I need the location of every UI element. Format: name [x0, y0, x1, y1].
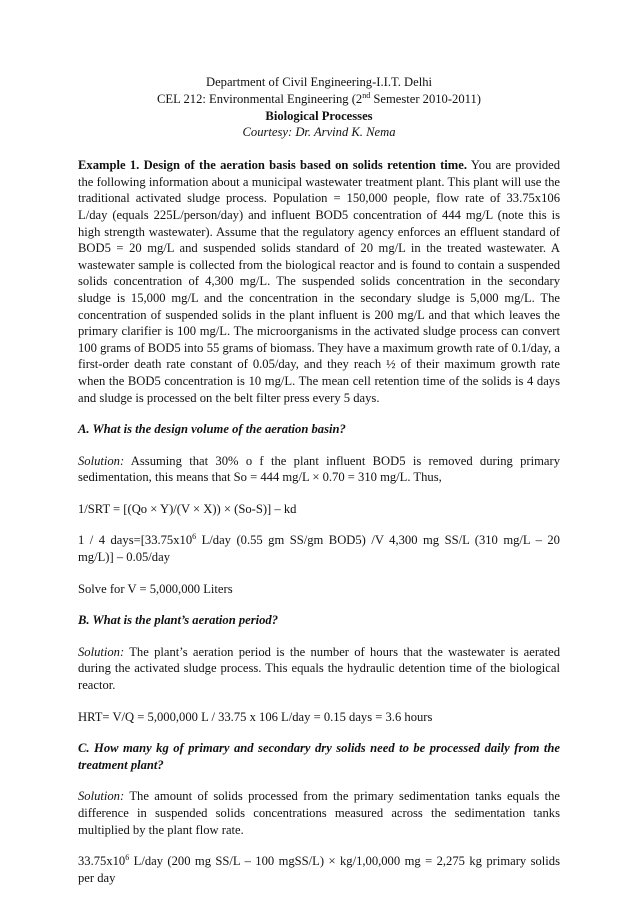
courtesy-line: Courtesy: Dr. Arvind K. Nema	[242, 125, 396, 140]
calculation-c	[78, 853, 560, 886]
calculation-c-exponent: 6	[125, 853, 130, 863]
solution-a	[78, 453, 560, 486]
question-c: C. How many kg of primary and secondary dry solids need to be processed daily from the treatment plant?	[78, 741, 560, 772]
solution-a-text: Assuming that 30% o f the plant influent BOD5 is removed during primary sedimentation, this means that So = 444 mg/L × 0.70 = 310 mg/L. Thus,	[78, 453, 560, 485]
result-a: Solve for V = 5,000,000 Liters	[78, 581, 233, 596]
question-a: A. What is the design volume of the aeration basin?	[78, 422, 346, 437]
solution-b	[78, 644, 560, 694]
equation-b: HRT= V/Q = 5,000,000 L / 33.75 x 106 L/day = 0.15 days = 3.6 hours	[78, 709, 433, 724]
solution-b-text: The plant’s aeration period is the number of hours that the wastewater is aerated during the activated sludge process. This equals the hydraulic detention time of the biological reactor.	[78, 644, 560, 693]
solution-a-label: Solution:	[78, 453, 125, 468]
solution-c-label: Solution:	[78, 789, 125, 804]
document-page	[78, 74, 560, 886]
example-body: You are provided the following information about a municipal wastewater treatment plant. This plant will use the traditional activated sludge process. Population = 150,000 people, flow rate of 33.75x106 L/day (equals 225L/person/day) and influent BOD5 concentration of 444 mg/L (note this is high strength wastewater). Assume that the regulatory agency enforces an effluent standard of BOD5 = 20 mg/L and suspended solids standard of 20 mg/L in the treated wastewater. A wastewater sample is collected from the biological reactor and is found to contain a suspended solids concentration of 4,300 mg/L. The suspended solids concentration in the secondary sludge is 15,000 mg/L and the concentration in the secondary sludge is 5,000 mg/L. The concentration of suspended solids in the plant influent is 200 mg/L and that which leaves the primary clarifier is 100 mg/L. The microorganisms in the activated sludge process can convert 100 grams of BOD5 into 55 grams of biomass. They have a maximum growth rate of 0.1/day, a first-order death rate constant of 0.05/day, and they reach ½ of their maximum growth rate when the BOD5 concentration is 10 mg/L. The mean cell retention time of the solids is 4 days and sludge is processed on the belt filter press every 5 days.	[78, 158, 561, 405]
solution-c	[78, 788, 560, 838]
calculation-a-post: L/day (0.55 gm SS/gm BOD5) /V 4,300 mg SS/L (310 mg/L – 20 mg/L)] – 0.05/day	[78, 533, 560, 565]
course-line-pre: CEL 212: Environmental Engineering (2	[157, 91, 363, 106]
calculation-a-exponent: 6	[192, 532, 197, 542]
department-line: Department of Civil Engineering-I.I.T. Delhi	[205, 75, 433, 89]
calculation-a-pre: 1 / 4 days=[33.75x10	[78, 533, 193, 548]
solution-c-text: The amount of solids processed from the primary sedimentation tanks equals the difference in suspended solids concentrations measured across the sedimentation tanks multiplied by the plant flow rate.	[78, 789, 560, 837]
course-line-post: Semester 2010-2011)	[370, 91, 481, 106]
calculation-c-pre: 33.75x10	[78, 854, 126, 869]
example-title: Example 1. Design of the aeration basis based on solids retention time.	[78, 158, 468, 173]
equation-a: 1/SRT = [(Qo × Y)/(V × X)) × (So-S)] – kd	[78, 501, 297, 516]
document-title: Biological Processes	[265, 108, 373, 123]
question-b: B. What is the plant’s aeration period?	[78, 613, 279, 628]
solution-b-label: Solution:	[78, 644, 125, 659]
document-header	[78, 74, 560, 141]
course-line	[78, 91, 560, 108]
calculation-a	[78, 532, 560, 565]
calculation-c-post: L/day (200 mg SS/L – 100 mgSS/L) × kg/1,00,000 mg = 2,275 kg primary solids per day	[78, 854, 560, 885]
example-paragraph	[78, 157, 560, 406]
semester-superscript: nd	[362, 90, 371, 100]
